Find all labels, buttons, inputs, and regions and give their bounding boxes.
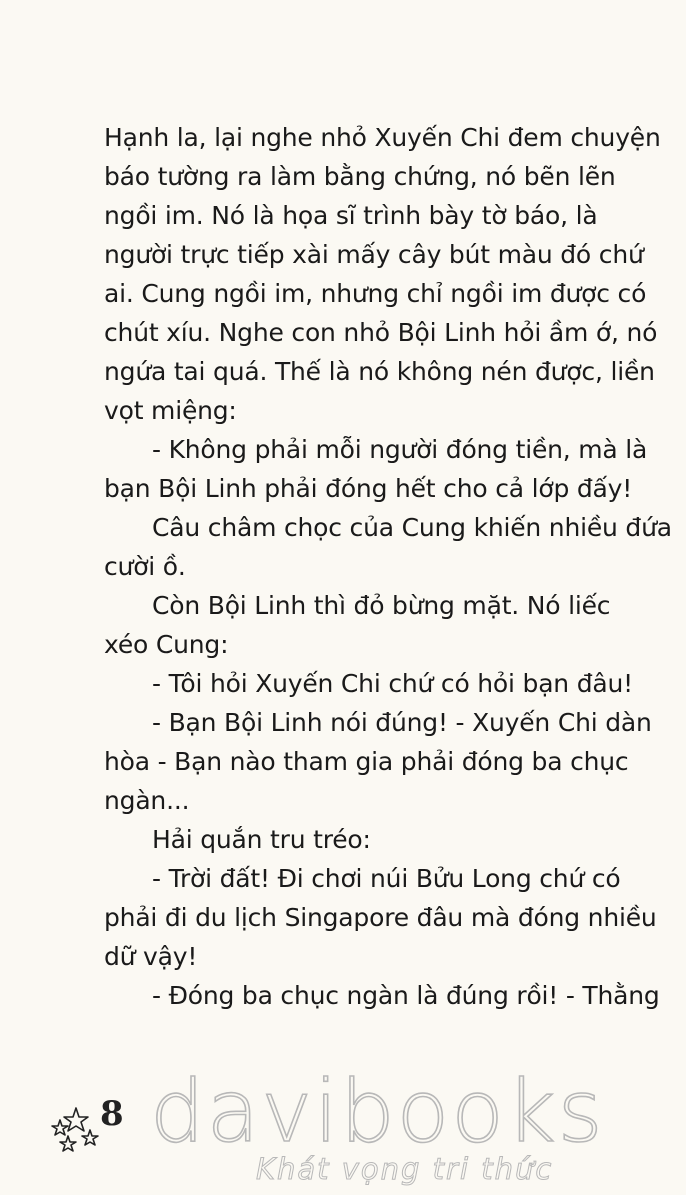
text-line: - Đóng ba chục ngàn là đúng rồi! - Thằng <box>152 981 660 1010</box>
text-line: bạn Bội Linh phải đóng hết cho cả lớp đấy! <box>104 474 633 503</box>
text-line: - Trời đất! Đi chơi núi Bửu Long chứ có <box>152 864 621 893</box>
text-line: hòa - Bạn nào tham gia phải đóng ba chục <box>104 747 629 776</box>
text-line: chút xíu. Nghe con nhỏ Bội Linh hỏi ầm ớ, nó <box>104 318 658 347</box>
text-line: - Tôi hỏi Xuyến Chi chứ có hỏi bạn đâu! <box>152 669 633 698</box>
stars-ornament-icon <box>46 1106 104 1156</box>
text-line: xéo Cung: <box>104 630 229 659</box>
text-line: - Bạn Bội Linh nói đúng! - Xuyến Chi dàn <box>152 708 652 737</box>
text-line: ngồi im. Nó là họa sĩ trình bày tờ báo, là <box>104 201 598 230</box>
page-number: 8 <box>100 1094 124 1134</box>
text-line: ai. Cung ngồi im, nhưng chỉ ngồi im được có <box>104 279 647 308</box>
text-line: Hải quắn tru tréo: <box>152 825 371 854</box>
page-footer <box>0 1062 686 1195</box>
page-body-text <box>104 118 672 1015</box>
publisher-tagline: Khát vọng tri thức <box>256 1152 554 1186</box>
text-line: Hạnh la, lại nghe nhỏ Xuyến Chi đem chuyện <box>104 123 661 152</box>
text-line: dữ vậy! <box>104 942 198 971</box>
text-line: vọt miệng: <box>104 396 237 425</box>
text-line: người trực tiếp xài mấy cây bút màu đó chứ <box>104 240 644 269</box>
publisher-watermark: davibooks <box>150 1062 605 1162</box>
text-line: Câu châm chọc của Cung khiến nhiều đứa <box>152 513 672 542</box>
text-line: cười ồ. <box>104 552 186 581</box>
text-line: báo tường ra làm bằng chứng, nó bẽn lẽn <box>104 162 616 191</box>
text-line: Còn Bội Linh thì đỏ bừng mặt. Nó liếc <box>152 591 611 620</box>
text-line: ngứa tai quá. Thế là nó không nén được, liền <box>104 357 655 386</box>
text-line: phải đi du lịch Singapore đâu mà đóng nhiều <box>104 903 657 932</box>
text-line: ngàn... <box>104 786 190 815</box>
text-line: - Không phải mỗi người đóng tiền, mà là <box>152 435 648 464</box>
